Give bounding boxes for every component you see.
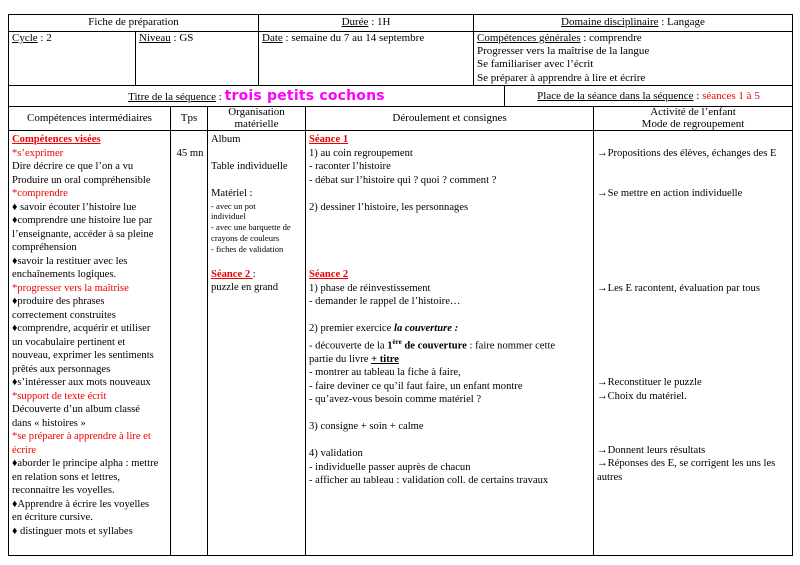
text-line: prêtés aux personnages xyxy=(12,363,111,375)
text-line: →Les E racontent, évaluation par tous xyxy=(597,282,760,294)
text-line: compréhension xyxy=(12,242,77,253)
text-line xyxy=(597,133,791,147)
text-line: - fiches de validation xyxy=(211,243,284,254)
competences-generales-line2: Progresser vers la maîtrise de la langue xyxy=(477,45,650,58)
text-line: correctement construites xyxy=(12,309,116,321)
text-line: Table individuelle xyxy=(211,161,288,172)
main-grid xyxy=(8,106,793,556)
text-line: ♦savoir la restituer avec les xyxy=(12,255,128,267)
text-line xyxy=(597,268,791,282)
text-line: Produire un oral compréhensible xyxy=(12,174,151,186)
competences-generales-cell xyxy=(474,32,793,86)
text-line: →Reconstituer le puzzle xyxy=(597,377,702,388)
text-line: - afficher au tableau : validation coll. de certains travaux xyxy=(309,475,549,487)
text-line: 2) dessiner l’histoire, les personnages xyxy=(309,201,469,213)
place-seance-cell: Place de la séance dans la séquence : séances 1 à 5 xyxy=(505,86,793,107)
prep-table xyxy=(8,14,793,556)
date-cell xyxy=(259,32,474,86)
place-seance-value: séances 1 à 5 xyxy=(702,90,760,102)
text-line xyxy=(211,174,304,188)
fiche-title-cell xyxy=(9,15,259,32)
text-line: partie du livre + titre xyxy=(309,353,399,365)
date-value: : semaine du 7 au 14 septembre xyxy=(282,32,425,44)
competences-column xyxy=(9,131,171,556)
text-line: *support de texte écrit xyxy=(12,390,107,402)
text-line: *comprendre xyxy=(12,188,68,199)
text-line: - raconter l’histoire xyxy=(309,161,391,172)
text-line xyxy=(309,187,592,201)
text-line: - faire deviner ce qu’il faut faire, un enfant montre xyxy=(309,380,523,392)
text-line: - débat sur l’histoire qui ? quoi ? comment ? xyxy=(309,174,497,186)
cycle-cell xyxy=(9,32,136,86)
text-line: enchaînements logiques. xyxy=(12,269,117,280)
domaine-value: : Langage xyxy=(658,16,705,29)
text-line: - qu’avez-vous besoin comme matériel ? xyxy=(309,394,482,406)
text-line: reconnaitre les voyelles. xyxy=(12,485,115,496)
text-line xyxy=(597,403,791,417)
text-line: ♦ savoir écouter l’histoire lue xyxy=(12,201,137,213)
text-line xyxy=(309,241,592,255)
text-line: en écriture cursive. xyxy=(12,512,93,523)
text-line: ♦s’intéresser aux mots nouveaux xyxy=(12,377,151,388)
text-line xyxy=(309,309,592,323)
text-line: - avec une barquette de xyxy=(211,222,291,233)
text-line xyxy=(309,255,592,269)
text-line xyxy=(309,228,592,242)
text-line xyxy=(597,241,791,255)
text-line xyxy=(309,434,592,448)
text-line: ♦comprendre, acquérir et utiliser xyxy=(12,323,151,334)
text-line: Séance 2 xyxy=(309,269,349,280)
header-competences: Compétences intermédiaires xyxy=(9,107,171,131)
text-line: →Choix du matériel. xyxy=(597,390,687,402)
text-line xyxy=(597,228,791,242)
cycle-label: Cycle xyxy=(12,32,38,44)
organisation-column xyxy=(208,131,306,556)
header-activite: Activité de l’enfant Mode de regroupement xyxy=(594,107,793,131)
header-organisation: Organisation matérielle xyxy=(208,107,306,131)
text-line: autres xyxy=(597,471,623,483)
text-line: 2) premier exercice la couverture : xyxy=(309,323,459,334)
text-line: ♦Apprendre à écrire les voyelles xyxy=(12,498,150,510)
text-line: →Donnent leurs résultats xyxy=(597,444,706,456)
text-line xyxy=(597,322,791,336)
place-seance-label: Place de la séance dans la séquence xyxy=(537,90,694,102)
text-line xyxy=(597,201,791,215)
text-line: 1) au coin regroupement xyxy=(309,147,413,159)
text-line xyxy=(309,407,592,421)
domaine-label: Domaine disciplinaire xyxy=(561,16,659,29)
text-line: Matériel : xyxy=(211,188,253,199)
text-line: Découverte d’un album classé xyxy=(12,404,140,415)
text-line xyxy=(597,336,791,350)
titre-sequence-cell: Titre de la séquence : trois petits cochons xyxy=(9,86,505,107)
text-line: Séance 2 : xyxy=(211,268,256,280)
text-line: - avec un pot xyxy=(211,200,256,211)
body-row xyxy=(9,131,793,556)
text-line: →Se mettre en action individuelle xyxy=(597,188,743,199)
text-line: - montrer au tableau la fiche à faire, xyxy=(309,367,461,379)
text-line: - découverte de la 1ère de couverture : faire nommer cette xyxy=(309,337,556,352)
text-line xyxy=(597,214,791,228)
header-tps: Tps xyxy=(171,107,208,131)
text-line xyxy=(309,214,592,228)
text-line: Compétences visées xyxy=(12,134,101,145)
text-line: - demander le rappel de l’histoire… xyxy=(309,296,461,307)
deroulement-column xyxy=(306,131,594,556)
competences-generales-line4: Se préparer à apprendre à lire et écrire xyxy=(477,71,646,84)
sequence-row xyxy=(8,85,793,107)
column-headers-row xyxy=(9,107,793,131)
text-line: individuel xyxy=(211,211,246,222)
text-line xyxy=(597,174,791,188)
tps-column xyxy=(171,131,208,556)
text-line: 45 mn xyxy=(176,147,204,159)
text-line: un vocabulaire pertinent et xyxy=(12,336,126,348)
duree-value: : 1H xyxy=(368,16,391,29)
competences-generales-line3: Se familiariser avec l’écrit xyxy=(477,58,594,71)
text-line: nouveau, exprimer les sentiments xyxy=(12,350,154,361)
text-line: Dire décrire ce que l’on a vu xyxy=(12,161,134,172)
duree-label: Durée xyxy=(341,16,369,29)
text-line xyxy=(597,349,791,363)
text-line: - individuelle passer auprès de chacun xyxy=(309,461,471,473)
text-line xyxy=(597,417,791,431)
text-line: 3) consigne + soin + calme xyxy=(309,421,424,433)
text-line xyxy=(211,147,304,161)
text-line: Séance 1 xyxy=(309,134,349,145)
text-line xyxy=(597,255,791,269)
header-table xyxy=(8,14,793,86)
text-line xyxy=(597,309,791,323)
text-line xyxy=(174,133,206,147)
text-line: *se préparer à apprendre à lire et xyxy=(12,431,151,442)
text-line: en relation sons et lettres, xyxy=(12,471,120,483)
header-deroulement: Déroulement et consignes xyxy=(306,107,594,131)
text-line: l’enseignante, accéder à sa pleine xyxy=(12,228,154,240)
cycle-value: : 2 xyxy=(37,32,52,44)
niveau-cell xyxy=(136,32,259,86)
titre-sequence-label: Titre de la séquence xyxy=(128,91,217,103)
domaine-cell xyxy=(474,15,793,32)
text-line: 1) phase de réinvestissement xyxy=(309,282,431,294)
text-line xyxy=(597,160,791,174)
text-line: ♦aborder le principe alpha : mettre xyxy=(12,458,159,469)
titre-sequence-value: trois petits cochons xyxy=(224,88,385,104)
text-line: crayons de couleurs xyxy=(211,232,280,243)
date-label: Date xyxy=(262,32,283,44)
text-line: *progresser vers la maîtrise xyxy=(12,282,129,294)
competences-generales-line1: Compétences générales : comprendre xyxy=(477,32,642,44)
text-line: ♦comprendre une histoire lue par xyxy=(12,215,153,226)
activite-column xyxy=(594,131,793,556)
text-line: ♦produire des phrases xyxy=(12,296,105,307)
text-line: Album xyxy=(211,134,241,145)
text-line: →Propositions des élèves, échanges des E xyxy=(597,147,777,159)
duree-cell xyxy=(259,15,474,32)
text-line xyxy=(597,363,791,377)
text-line: puzzle en grand xyxy=(211,282,279,294)
fiche-title: Fiche de préparation xyxy=(88,16,179,29)
text-line: écrire xyxy=(12,444,37,456)
text-line: dans « histoires » xyxy=(12,417,86,429)
niveau-value: : GS xyxy=(170,32,194,44)
text-line xyxy=(597,430,791,444)
text-line: ♦ distinguer mots et syllabes xyxy=(12,525,133,537)
text-line: 4) validation xyxy=(309,448,363,460)
text-line: →Réponses des E, se corrigent les uns les xyxy=(597,458,776,469)
text-line xyxy=(211,254,304,268)
niveau-label: Niveau xyxy=(139,32,171,44)
text-line: *s’exprimer xyxy=(12,147,64,159)
text-line xyxy=(597,295,791,309)
